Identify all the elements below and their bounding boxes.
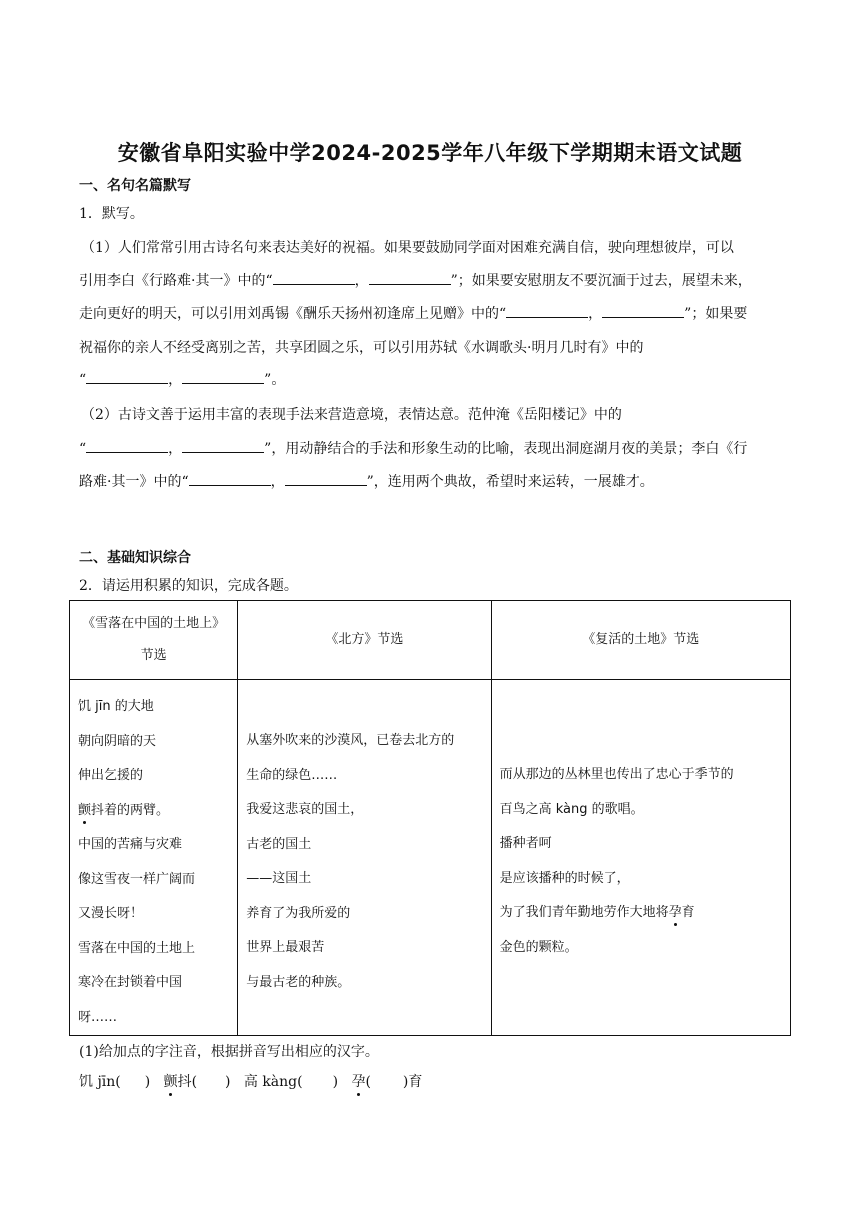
answer-blank[interactable]: [303, 1072, 333, 1086]
text: (: [365, 1074, 371, 1090]
answer-blank[interactable]: [506, 303, 588, 318]
q1-part2-line2: [79, 438, 747, 458]
question-1-label: 1．默写。: [79, 206, 144, 222]
poem-line: 生命的绿色……: [246, 767, 338, 783]
text: ”，连用两个典故，希望时来运转，一展雄才。: [366, 474, 654, 490]
text: )育: [402, 1074, 423, 1090]
q1-part1-line3: [79, 303, 747, 323]
dotted-char: 颤: [78, 802, 92, 818]
poem-cell-1: [70, 680, 238, 1036]
poem-cell-3: [491, 680, 790, 1036]
text: ): [332, 1074, 339, 1090]
text: 走向更好的明天，可以引用刘禹锡《酬乐天扬州初逢席上见赠》中的“: [79, 306, 507, 322]
text: ”；如果要安慰朋友不要沉湎于过去，展望未来，: [450, 273, 752, 289]
text: 引用李白《行路难·其一》中的“: [79, 273, 273, 289]
answer-blank[interactable]: [371, 1072, 403, 1086]
q1-part1-line2: [79, 270, 752, 290]
q1-part2-line3: [79, 471, 654, 491]
answer-blank[interactable]: [182, 369, 264, 384]
answer-blank[interactable]: [285, 471, 367, 486]
table-header-1: 《雪落在中国的土地上》节选: [70, 601, 238, 680]
text: 抖着的两臂。: [91, 802, 170, 818]
answer-blank[interactable]: [86, 369, 168, 384]
poem-line: 是应该播种的时候了，: [499, 870, 630, 886]
text: ”。: [264, 372, 286, 388]
poem-line: 从塞外吹来的沙漠风，已卷去北方的: [246, 733, 455, 748]
q1-part1-line5: [79, 369, 285, 389]
poem-line: 中国的苦痛与灾难: [78, 837, 183, 852]
poem-line: 寒冷在封锁着中国: [78, 975, 183, 990]
poem-line: [78, 794, 237, 829]
table-header-2: 《北方》节选: [238, 601, 491, 680]
text: 高 kàng(: [243, 1074, 303, 1090]
text: ，: [588, 306, 603, 322]
table-header-3: 《复活的土地》节选: [491, 601, 790, 680]
poem-line: 与最古老的种族。: [246, 974, 351, 990]
poem-line: 雪落在中国的土地上: [78, 940, 196, 956]
text: ): [144, 1074, 151, 1090]
text: 路难·其一》中的“: [79, 474, 189, 490]
text: 抖(: [177, 1074, 198, 1090]
answer-blank[interactable]: [197, 1072, 225, 1086]
section-heading-2: 二、基础知识综合: [79, 550, 191, 566]
answer-blank[interactable]: [602, 303, 684, 318]
poem-line: 百鸟之高 kàng 的歌唱。: [499, 801, 644, 817]
q1-part1-line4: 祝福你的亲人不经受离别之苦，共享团圆之乐，可以引用苏轼《水调歌头·明月几时有》中的: [79, 340, 644, 356]
text: ，: [168, 372, 183, 388]
poem-line: 世界上最艰苦: [246, 940, 325, 955]
poem-line: 伸出乞援的: [78, 768, 144, 783]
q1-part2-line1: （2）古诗文善于运用丰富的表现手法来营造意境，表情达意。范仲淹《岳阳楼记》中的: [81, 407, 622, 423]
poem-line: 呀……: [78, 1009, 118, 1025]
poem-line: 播种者呵: [499, 836, 552, 851]
poem-line: 饥 jīn 的大地: [78, 699, 154, 714]
answer-blank[interactable]: [121, 1072, 145, 1086]
page-title: 安徽省阜阳实验中学2024-2025学年八年级下学期期末语文试题: [117, 141, 743, 165]
answer-blank[interactable]: [86, 438, 168, 453]
text: ，: [168, 441, 183, 457]
poem-line: 古老的国土: [246, 836, 312, 852]
text: 饥 jīn(: [79, 1074, 121, 1090]
question-2-label: 2．请运用积累的知识，完成各题。: [79, 578, 298, 594]
poem-line: 养育了为我所爱的: [246, 905, 351, 921]
text: 育: [681, 905, 695, 920]
poem-cell-2: [238, 680, 491, 1036]
dotted-char: 孕: [351, 1074, 366, 1090]
dotted-char: 孕: [668, 905, 682, 920]
section-heading-1: 一、名句名篇默写: [79, 178, 191, 194]
text: ，: [270, 474, 285, 490]
poem-line: 朝向阴暗的天: [78, 733, 157, 749]
answer-blank[interactable]: [273, 270, 355, 285]
text: “: [79, 441, 87, 457]
text: ”，用动静结合的手法和形象生动的比喻，表现出洞庭湖月夜的美景；李白《行: [264, 441, 748, 457]
q1-part1-line1: （1）人们常常引用古诗名句来表达美好的祝福。如果要鼓励同学面对困难充满自信，驶向理想彼岸，可以: [81, 240, 734, 256]
answer-blank[interactable]: [189, 471, 271, 486]
poem-line: 而从那边的丛林里也传出了忠心于季节的: [499, 767, 734, 782]
poem-line: 我爱这悲哀的国土，: [246, 802, 364, 817]
poem-line: 金色的颗粒。: [499, 939, 578, 955]
answer-row: [79, 1071, 422, 1091]
poem-line: [500, 896, 790, 931]
poem-line: 像这雪夜一样广阔而: [78, 871, 196, 887]
text: ): [225, 1074, 231, 1090]
answer-blank[interactable]: [369, 270, 451, 285]
text: “: [79, 372, 87, 388]
dotted-char: 颤: [163, 1074, 178, 1090]
sub-question-1: (1)给加点的字注音，根据拼音写出相应的汉字。: [79, 1044, 379, 1060]
text: ”；如果要: [684, 306, 748, 322]
poem-table: [69, 600, 791, 1036]
poem-line: ——这国土: [246, 871, 312, 886]
poem-line: 又漫长呀！: [78, 906, 144, 921]
text: ，: [354, 273, 369, 289]
answer-blank[interactable]: [182, 438, 264, 453]
text: 为了我们青年勤地劳作大地将: [499, 905, 669, 920]
